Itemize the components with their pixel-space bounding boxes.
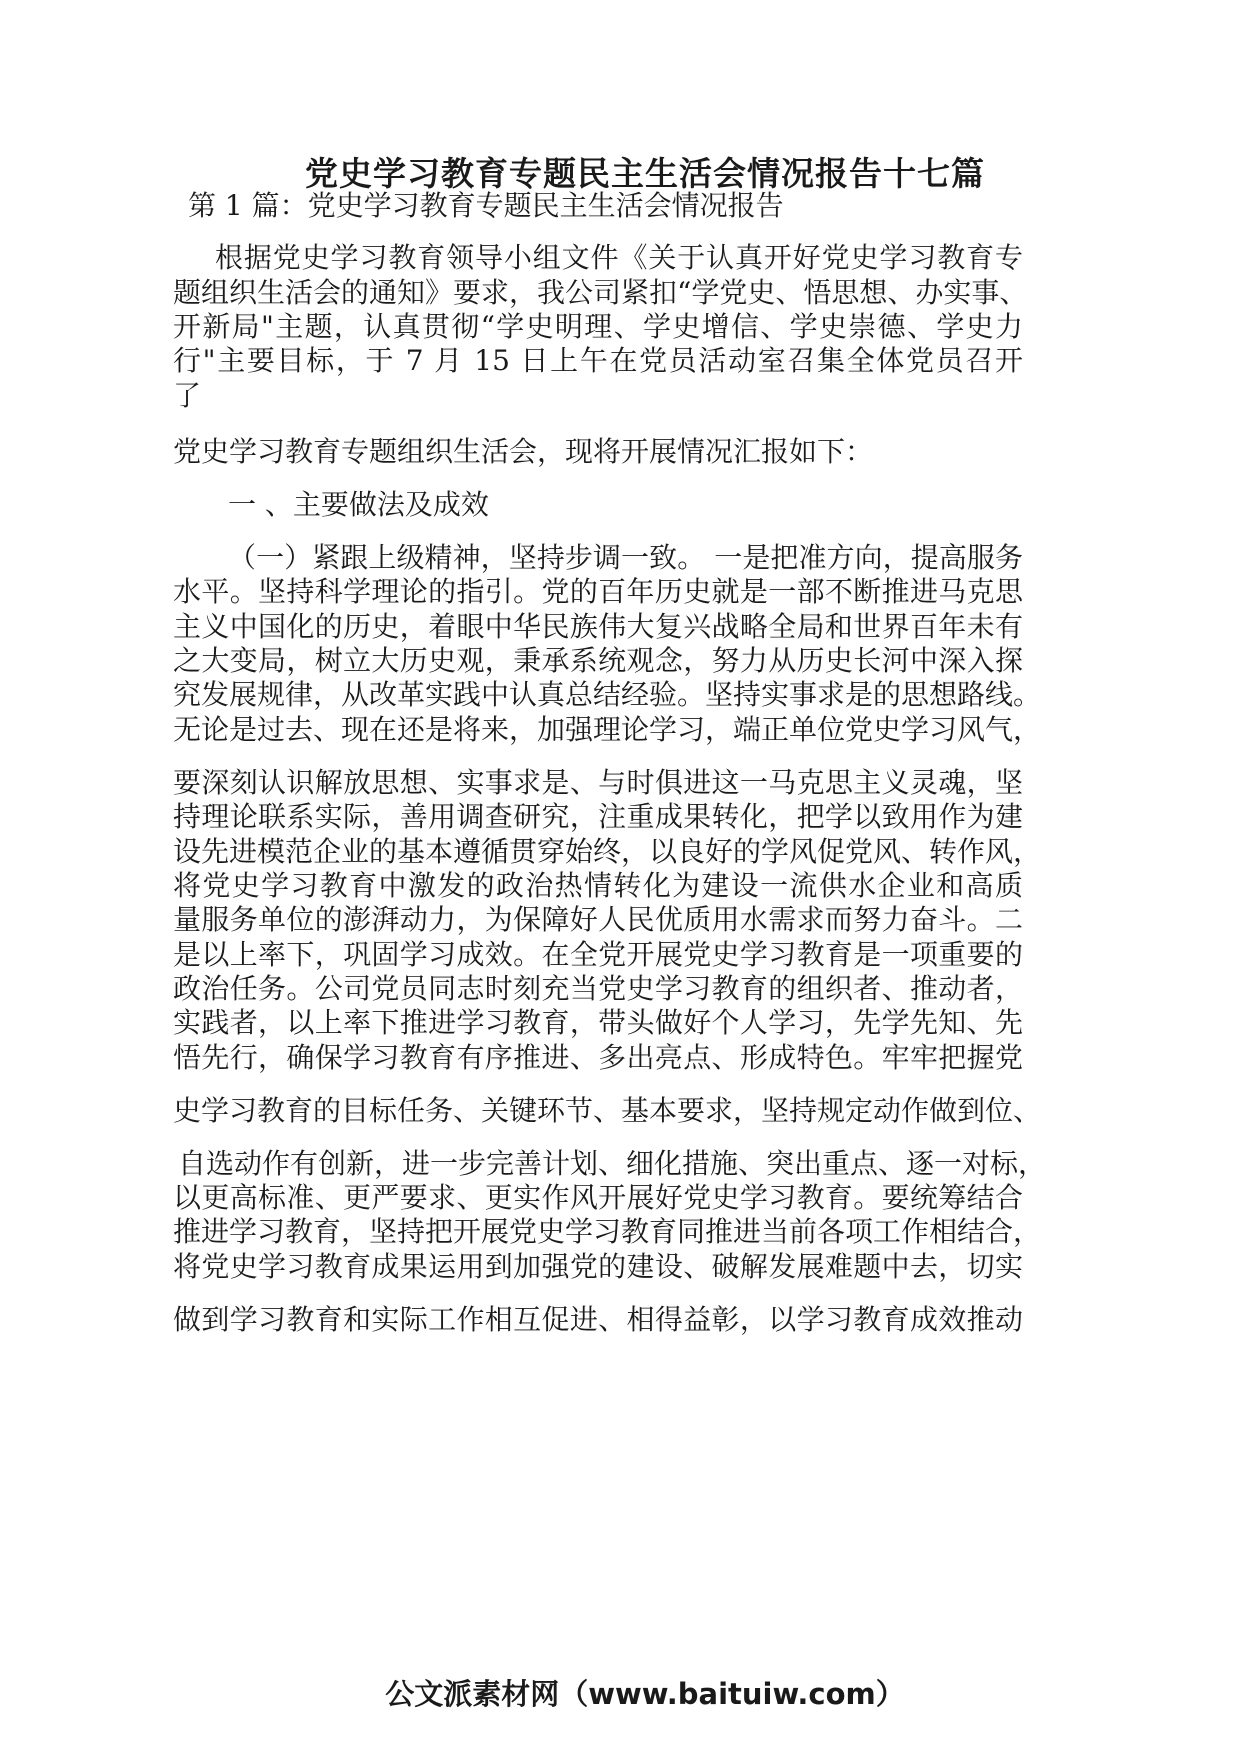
body-line: 水平。坚持科学理论的指引。党的百年历史就是一部不断推进马克思 bbox=[173, 575, 1023, 608]
body-line: 是以上率下，巩固学习成效。在全党开展党史学习教育是一项重要的 bbox=[173, 938, 1023, 971]
body-line: 开新局"主题，认真贯彻“学史明理、学史增信、学史崇德、学史力 bbox=[173, 310, 1023, 343]
body-line: 究发展规律，从改革实践中认真总结经验。坚持实事求是的思想路线。 bbox=[173, 678, 1042, 711]
body-line: 主义中国化的历史，着眼中华民族伟大复兴战略全局和世界百年未有 bbox=[173, 610, 1023, 643]
body-line: 政治任务。公司党员同志时刻充当党史学习教育的组织者、推动者， bbox=[173, 972, 1023, 1005]
body-line: 题组织生活会的通知》要求，我公司紧扣“学党史、悟思想、办实事、 bbox=[173, 276, 1028, 309]
body-line: 一 、主要做法及成效 bbox=[228, 488, 489, 521]
body-line: 自选动作有创新，进一步完善计划、细化措施、突出重点、逐一对标， bbox=[178, 1147, 1047, 1180]
body-line: 设先进模范企业的基本遵循贯穿始终，以良好的学风促党风、转作风， bbox=[173, 835, 1042, 868]
body-line: 将党史学习教育成果运用到加强党的建设、破解发展难题中去，切实 bbox=[173, 1250, 1023, 1283]
body-line: 史学习教育的目标任务、关键环节、基本要求，坚持规定动作做到位、 bbox=[173, 1094, 1042, 1127]
body-line: 持理论联系实际，善用调查研究，注重成果转化，把学以致用作为建 bbox=[173, 800, 1023, 833]
footer-source: 公文派素材网（www.baituiw.com） bbox=[385, 1677, 905, 1711]
body-line: （一）紧跟上级精神，坚持步调一致。 一是把准方向，提高服务 bbox=[228, 541, 1023, 574]
body-line: 推进学习教育，坚持把开展党史学习教育同推进当前各项工作相结合， bbox=[173, 1215, 1042, 1248]
body-line: 量服务单位的澎湃动力，为保障好人民优质用水需求而努力奋斗。二 bbox=[173, 903, 1023, 936]
section-heading: 第 1 篇：党史学习教育专题民主生活会情况报告 bbox=[188, 189, 784, 222]
body-line: 要深刻认识解放思想、实事求是、与时俱进这一马克思主义灵魂，坚 bbox=[173, 766, 1023, 799]
body-line: 了 bbox=[173, 379, 202, 412]
body-line: 悟先行，确保学习教育有序推进、多出亮点、形成特色。牢牢把握党 bbox=[173, 1041, 1023, 1074]
body-line: 党史学习教育专题组织生活会，现将开展情况汇报如下： bbox=[173, 435, 874, 468]
body-line: 根据党史学习教育领导小组文件《关于认真开好党史学习教育专 bbox=[215, 241, 1023, 274]
body-line: 无论是过去、现在还是将来，加强理论学习，端正单位党史学习风气， bbox=[173, 713, 1042, 746]
body-line: 之大变局，树立大历史观，秉承系统观念，努力从历史长河中深入探 bbox=[173, 644, 1023, 677]
body-line: 做到学习教育和实际工作相互促进、相得益彰，以学习教育成效推动 bbox=[173, 1303, 1023, 1336]
body-line: 行"主要目标，于 7 月 15 日上午在党员活动室召集全体党员召开 bbox=[173, 344, 1023, 377]
body-line: 以更高标准、更严要求、更实作风开展好党史学习教育。要统筹结合 bbox=[173, 1181, 1023, 1214]
document-title: 党史学习教育专题民主生活会情况报告十七篇 bbox=[305, 154, 985, 193]
body-line: 将党史学习教育中激发的政治热情转化为建设一流供水企业和高质 bbox=[173, 869, 1023, 902]
body-line: 实践者，以上率下推进学习教育，带头做好个人学习，先学先知、先 bbox=[173, 1006, 1023, 1039]
